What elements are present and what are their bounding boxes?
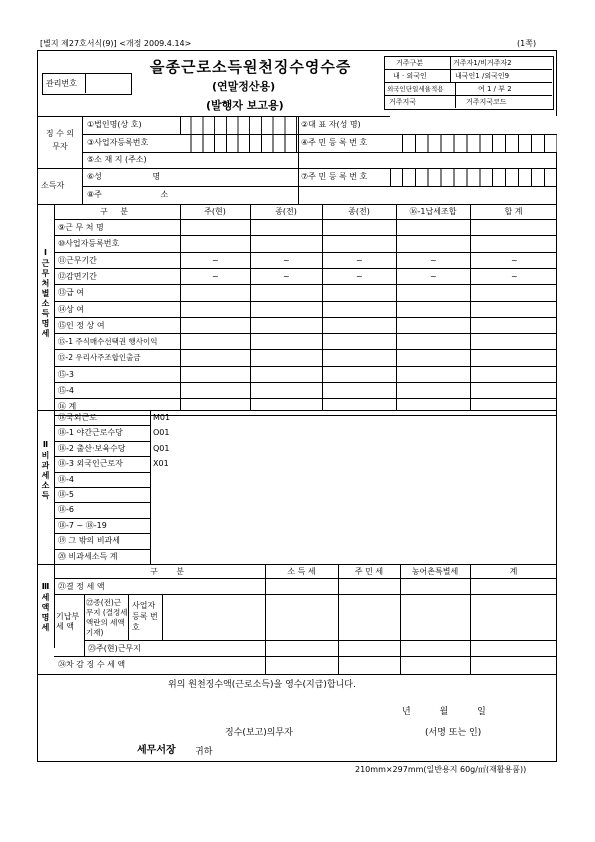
residency-label: 거주구분	[396, 59, 424, 67]
page-number: (1쪽)	[517, 39, 537, 48]
period-tilde: ~	[430, 256, 437, 265]
section3-col-header: 계	[509, 567, 518, 576]
section2-row-label: ⑱-4	[58, 475, 74, 484]
period-tilde: ~	[212, 272, 219, 281]
form-subtitle: (연말정산용)	[212, 80, 276, 93]
section2-row-label: ⑲ 그 밖의 비과세	[58, 536, 120, 545]
section2-row-label: ⑱국외근로	[58, 413, 97, 422]
resident-no-cells	[390, 134, 557, 152]
receipt-statement: 위의 원천징수액(근로소득)을 영수(지급)합니다.	[168, 680, 356, 690]
section2-row-code: Q01	[153, 444, 170, 453]
section3-title: Ⅲ세액명세	[41, 582, 50, 633]
biz-reg-cells	[180, 134, 298, 152]
corp-name-label: ①법인명(상 호)	[87, 120, 142, 129]
section1-col-header: 합 계	[504, 207, 523, 216]
flat-tax-label: 외국인단일세율적용	[387, 85, 444, 93]
period-tilde: ~	[356, 256, 363, 265]
section1-row-label: ⑫감면기간	[58, 272, 97, 281]
section3-col-header: 주 민 세	[354, 567, 384, 576]
section1-row-label: ⑮-4	[58, 386, 74, 395]
flat-tax-value: 여 1 / 부 2	[478, 85, 512, 93]
period-tilde: ~	[283, 256, 290, 265]
rep-name-label: ②대 표 자(성 명)	[301, 120, 361, 129]
section3-col-header: 소 득 세	[287, 567, 316, 576]
section2-row-code: X01	[153, 459, 169, 468]
section2-row-code: O01	[153, 428, 170, 437]
honorific-label: 귀하	[195, 747, 213, 757]
section1-row-label: ⑨근 무 처 명	[58, 223, 104, 232]
section1-row-label: ⑩사업자등록번호	[58, 239, 120, 248]
section3-col-header: 농어촌특별세	[411, 567, 459, 576]
form-title: 을종근로소득원천징수영수증	[150, 58, 352, 76]
net-withholding-label: ㉔차 감 징 수 세 액	[58, 660, 126, 669]
signature-label: (서명 또는 인)	[425, 728, 482, 738]
form-subtitle-2: (발행자 보고용)	[206, 99, 284, 112]
resident-no-label: ④주 민 등 록 번 호	[301, 138, 368, 147]
period-tilde: ~	[212, 256, 219, 265]
section1-row-label: ⑪근무기간	[58, 256, 97, 265]
section3-head-label: 구 분	[150, 567, 184, 576]
period-tilde: ~	[430, 272, 437, 281]
section2-row-label: ⑱-1 야간근로수당	[58, 428, 123, 437]
paper-spec: 210mm×297mm(일반용지 60g/㎡(재활용품))	[355, 765, 527, 774]
date-line: 년 월 일	[402, 707, 486, 717]
period-tilde: ~	[356, 272, 363, 281]
section1-row-label: ⑭상 여	[58, 305, 84, 314]
residency-value: 거주자1/비거주자2	[453, 59, 512, 67]
section1-title: Ⅰ근무처별소득명세	[41, 248, 50, 339]
signer-label: 징수(보고)의무자	[225, 728, 293, 738]
current-workplace-label: ㉓주(현)근무지	[88, 644, 141, 653]
earner-resident-no-cells	[390, 168, 557, 186]
earner-section-label: 소득자	[41, 181, 65, 190]
form-number: [별지 제27호서식(9)] <개정 2009.4.14>	[40, 39, 192, 48]
earner-address-label: ⑧주 소	[87, 190, 169, 199]
section1-row-label: ⑯ 계	[58, 402, 77, 411]
section1-row-label: ⑮-1 주식매수선택권 행사이익	[58, 337, 158, 346]
payer-section-label: 징 수 의무자	[45, 129, 75, 151]
mgmt-label: 관리번호	[46, 79, 77, 88]
section1-col-header: 종(전)	[275, 207, 297, 216]
section2-row-label: ⑳ 비과세소득 계	[58, 552, 118, 561]
section1-head-label: 구 분	[100, 207, 128, 216]
section2-row-label: ⑱-7 ~ ⑱-19	[58, 521, 107, 530]
section1-row-label: ⑮인 정 상 여	[58, 321, 105, 330]
prior-workplace-label: ㉒종(전)근무지 (결정세액란의 세액 기재)	[86, 598, 128, 637]
residence-country-label: 거주지국	[389, 98, 417, 106]
section2-row-label: ⑱-3 외국인근로자	[58, 459, 123, 468]
tax-office-label: 세무서장	[137, 745, 176, 756]
nationality-label: 내 · 외국인	[393, 72, 427, 80]
biz-reg-no-label: 사업자 등록 번호	[132, 601, 158, 632]
section2-title: Ⅱ비과세소득	[41, 440, 50, 501]
period-tilde: ~	[283, 272, 290, 281]
section1-row-label: ⑮-3	[58, 370, 74, 379]
period-tilde: ~	[511, 272, 518, 281]
prepaid-tax-label: 기납부 세 액	[56, 612, 80, 631]
section1-col-header: 종(전)	[348, 207, 370, 216]
earner-name-label: ⑥성 명	[87, 172, 161, 181]
earner-resident-no-label: ⑦주 민 등 록 번 호	[301, 172, 368, 181]
section2-row-label: ⑱-6	[58, 505, 74, 514]
nationality-value: 내국인1 /외국인9	[455, 72, 510, 80]
section1-row-label: ⑬급 여	[58, 288, 84, 297]
section2-row-code: M01	[153, 413, 171, 422]
section1-row-label: ⑮-2 우리사주조합인출금	[58, 353, 141, 362]
section2-row-label: ⑱-2 출산·보육수당	[58, 444, 126, 453]
determined-tax-label: ㉑결 정 세 액	[58, 582, 105, 591]
section1-col-header: 주(현)	[204, 207, 226, 216]
section1-col-header: ⑯-1납세조합	[409, 207, 457, 216]
period-tilde: ~	[511, 256, 518, 265]
address-label: ⑤소 재 지 (주소)	[87, 155, 147, 164]
biz-reg-label: ③사업자등록번호	[87, 138, 149, 147]
residence-country-code: 거주지국코드	[466, 98, 507, 106]
section2-row-label: ⑱-5	[58, 490, 74, 499]
